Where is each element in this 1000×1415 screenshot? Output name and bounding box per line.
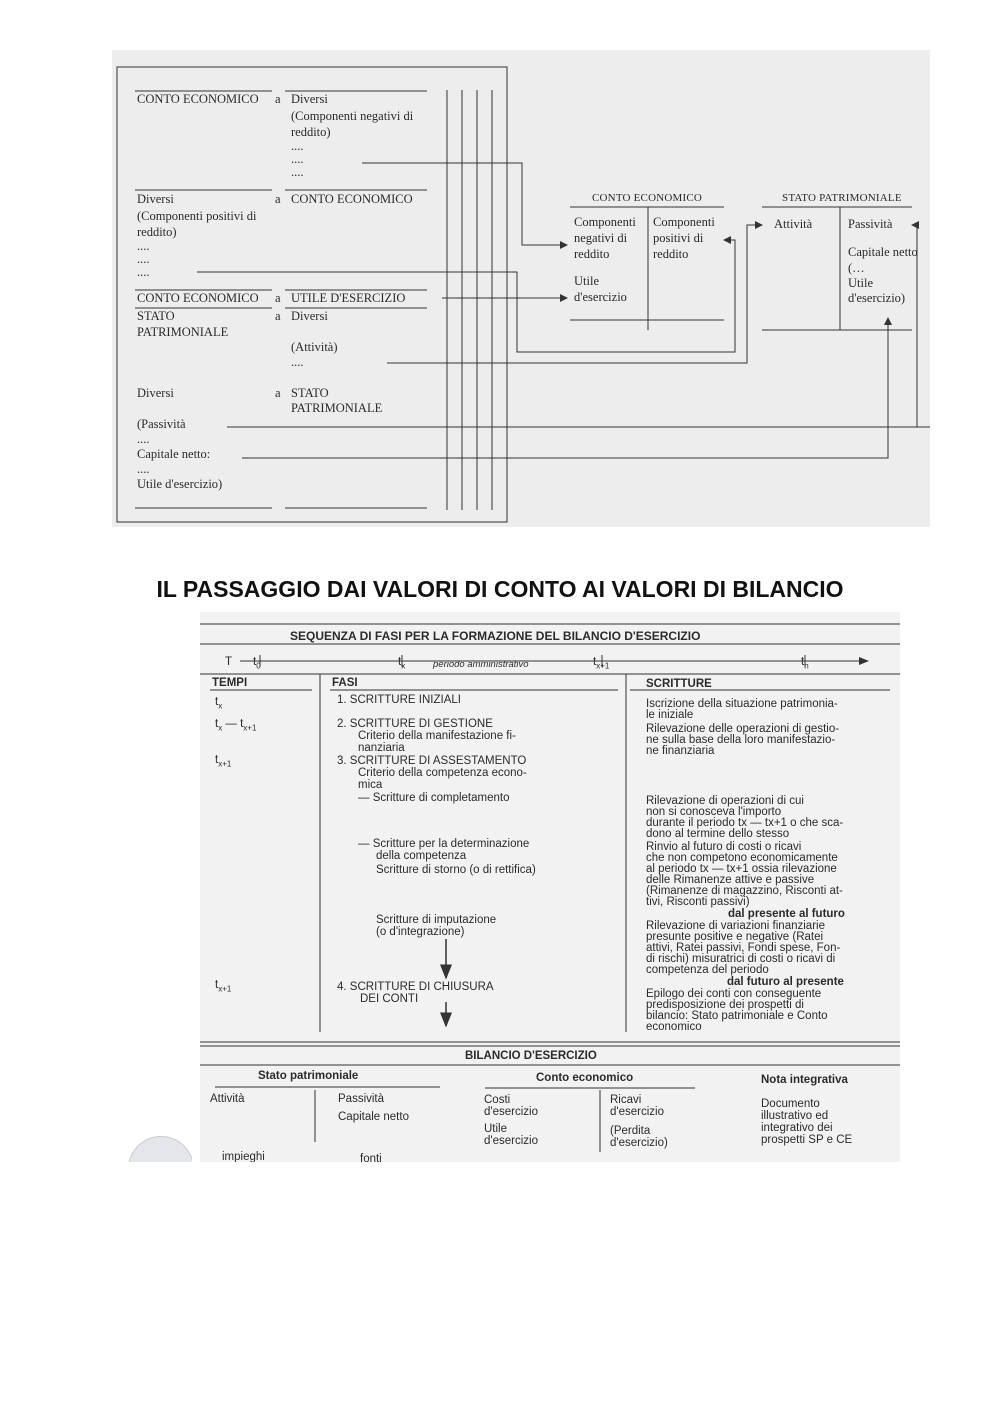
row5-debit-0: Diversi [137,386,174,400]
bilancio-nota-header: Nota integrativa [761,1074,848,1086]
scrittura-2-line-2: ne finanziaria [646,745,715,757]
fase-3-line-0: 3. SCRITTURE DI ASSESTAMENTO [337,755,527,767]
row1-credit-4: .... [291,152,304,166]
sp-box-right-0: Passività [848,217,893,231]
ce-box-left-5: d'esercizio [574,290,627,304]
fase-3d-line-0: Scritture di imputazione [376,914,497,926]
ce-box-left-1: negativi di [574,231,628,245]
row3-a: a [275,291,281,305]
bilancio-ricavi-0: Ricavi [610,1094,642,1106]
ce-box-left-2: reddito [574,247,610,261]
row2-debit-2: reddito) [137,225,177,239]
row1-credit-5: .... [291,165,304,179]
row1-debit: CONTO ECONOMICO [137,92,259,106]
tempi-2: $t_x$ — $t_{x+1}$ [215,718,257,733]
scrittura-3-line-2: durante il periodo tx — tx+1 o che sca- [646,817,844,829]
tempi-1: $t_x$ [215,696,223,711]
header-tempi: TEMPI [212,677,248,689]
fase-3b-line-1: della competenza [376,850,467,862]
sp-box-right-4: Utile [848,276,873,290]
bilancio-nota-2: integrativo dei [761,1122,833,1134]
fase-2-line-1: Criterio della manifestazione fi- [358,730,516,742]
ce-box-left-0: Componenti [574,215,636,229]
timeline-tx1: $t_{x+1}$ [593,656,610,671]
row4-a: a [275,309,281,323]
scrittura-5-line-1: presunte positive e negative (Ratei [646,931,824,943]
row3-credit: UTILE D'ESERCIZIO [291,291,406,305]
row5-debit-5: .... [137,462,150,476]
journal-diagram-scan [112,50,930,527]
bilancio-utile-0: Utile [484,1123,508,1135]
scrittura-5-emphasis: dal futuro al presente [727,976,844,988]
fase-2-line-0: 2. SCRITTURE DI GESTIONE [337,718,493,730]
tempi-3: $t_{x+1}$ [215,754,232,769]
scrittura-4-line-2: al periodo tx — tx+1 ossia rilevazione [646,863,837,875]
row2-debit-5: .... [137,265,150,279]
fase-3c: Scritture di storno (o di rettifica) [376,864,536,876]
fase-3a: — Scritture di completamento [358,792,510,804]
university-seal-icon [128,1136,192,1162]
row5-debit-4: Capitale netto: [137,447,211,461]
row4-credit-0: Diversi [291,309,328,323]
header-scritture: SCRITTURE [646,678,712,690]
fase-3d-line-1: (o d'integrazione) [376,926,465,938]
fase-4-line-0: 4. SCRITTURE DI CHIUSURA [337,981,494,993]
row5-credit-1: PATRIMONIALE [291,401,383,415]
bilancio-fonti: fonti [360,1153,382,1162]
sp-box-left-0: Attività [774,217,813,231]
row2-credit: CONTO ECONOMICO [291,192,413,206]
fase-1: 1. SCRITTURE INIZIALI [337,694,461,706]
page-title: IL PASSAGGIO DAI VALORI DI CONTO AI VALORI DI BILANCIO [156,576,844,602]
timeline-tx: $t_x$ [398,656,406,671]
fase-3b-line-0: — Scritture per la determinazione [358,838,530,850]
scrittura-4-emphasis: dal presente al futuro [728,908,845,920]
bilancio-passivita: Passività [338,1093,385,1105]
bilancio-ce-header: Conto economico [536,1072,634,1084]
sp-box-right-3: (… [848,261,865,275]
row2-debit-4: .... [137,252,150,266]
bilancio-title: BILANCIO D'ESERCIZIO [465,1050,597,1062]
bilancio-nota-3: prospetti SP e CE [761,1134,853,1146]
bilancio-capitale: Capitale netto [338,1111,409,1123]
scrittura-2-line-1: ne sulla base della loro manifestazio- [646,734,836,746]
bilancio-costi-1: d'esercizio [484,1106,538,1118]
journal-diagram-lines [112,50,930,527]
row2-a: a [275,192,281,206]
bilancio-impieghi: impieghi [222,1151,265,1162]
fase-2-line-2: nanziaria [358,742,405,754]
scrittura-4-line-0: Rinvio al futuro di costi o ricavi [646,841,802,853]
sp-box-right-2: Capitale netto [848,245,918,259]
fase-3-line-1: Criterio della competenza econo- [358,767,527,779]
ce-box-right-1: positivi di [653,231,704,245]
bilancio-nota-0: Documento [761,1098,820,1110]
scrittura-1-line-1: le iniziale [646,709,694,721]
scrittura-3-line-3: dono al termine dello stesso [646,828,790,840]
row1-credit-3: .... [291,139,304,153]
bilancio-sp-header: Stato patrimoniale [258,1070,359,1082]
row1-a: a [275,92,281,106]
sequence-table-scan [200,612,900,1162]
scrittura-3-line-1: non si conosceva l'importo [646,806,782,818]
bilancio-ricavi-1: d'esercizio [610,1106,664,1118]
row2-debit-3: .... [137,239,150,253]
bilancio-utile-1: d'esercizio [484,1135,538,1147]
scrittura-5-line-3: di rischi) misuratrici di costi o ricavi di [646,953,836,965]
timeline-t0: $t_0$ [253,656,261,671]
row4-credit-3: .... [291,355,304,369]
row5-a: a [275,386,281,400]
row2-debit-1: (Componenti positivi di [137,209,257,223]
bilancio-attivita: Attività [210,1093,245,1105]
ce-box-header: CONTO ECONOMICO [592,192,703,204]
fase-3-line-2: mica [358,779,383,791]
row4-debit-1: PATRIMONIALE [137,325,229,339]
tempi-4: $t_{x+1}$ [215,979,232,994]
bilancio-costi-0: Costi [484,1094,511,1106]
timeline-periodo: periodo amministrativo [433,659,529,670]
scrittura-6-line-3: economico [646,1021,702,1033]
fase-4-line-1: DEI CONTI [360,993,419,1005]
row5-debit-2: (Passività [137,417,186,431]
scrittura-5-line-2: attivi, Ratei passivi, Fondi spese, Fon- [646,942,841,954]
header-fasi: FASI [332,677,358,689]
bilancio-perdita-0: (Perdita [610,1125,651,1137]
table-title: SEQUENZA DI FASI PER LA FORMAZIONE DEL BILANCIO D'ESERCIZIO [290,629,701,643]
scrittura-3-line-0: Rilevazione di operazioni di cui [646,795,804,807]
bilancio-nota-1: illustrativo ed [761,1110,829,1122]
row4-credit-2: (Attività) [291,340,338,354]
timeline-tn: $t_n$ [801,656,809,671]
scrittura-6-line-2: bilancio: Stato patrimoniale e Conto [646,1010,828,1022]
scrittura-6-line-0: Epilogo dei conti con conseguente [646,988,822,1000]
row1-credit-1: (Componenti negativi di [291,109,414,123]
row2-debit-0: Diversi [137,192,174,206]
scrittura-6-line-1: predisposizione dei prospetti di [646,999,804,1011]
timeline-T: T [225,656,233,668]
scrittura-4-line-1: che non competono economicamente [646,852,838,864]
row1-credit-0: Diversi [291,92,328,106]
ce-box-left-4: Utile [574,274,599,288]
sp-box-header: STATO PATRIMONIALE [782,192,902,204]
scrittura-2-line-0: Rilevazione delle operazioni di gestio- [646,723,840,735]
row5-credit-0: STATO [291,386,329,400]
ce-box-right-0: Componenti [653,215,715,229]
row3-debit: CONTO ECONOMICO [137,291,259,305]
row4-debit-0: STATO [137,309,175,323]
scrittura-4-line-4: (Rimanenze di magazzino, Risconti at- [646,885,843,897]
row5-debit-3: .... [137,432,150,446]
scrittura-5-line-4: competenza del periodo [646,964,769,976]
ce-box-right-2: reddito [653,247,689,261]
row5-debit-6: Utile d'esercizio) [137,477,223,491]
row1-credit-2: reddito) [291,125,331,139]
sp-box-right-5: d'esercizio) [848,291,906,305]
scrittura-5-line-0: Rilevazione di variazioni finanziarie [646,920,825,932]
scrittura-1-line-0: Iscrizione della situazione patrimonia- [646,698,838,710]
scrittura-4-line-3: delle Rimanenze attive e passive [646,874,815,886]
scrittura-4-line-5: tivi, Risconti passivi) [646,896,750,908]
bilancio-perdita-1: d'esercizio) [610,1137,668,1149]
